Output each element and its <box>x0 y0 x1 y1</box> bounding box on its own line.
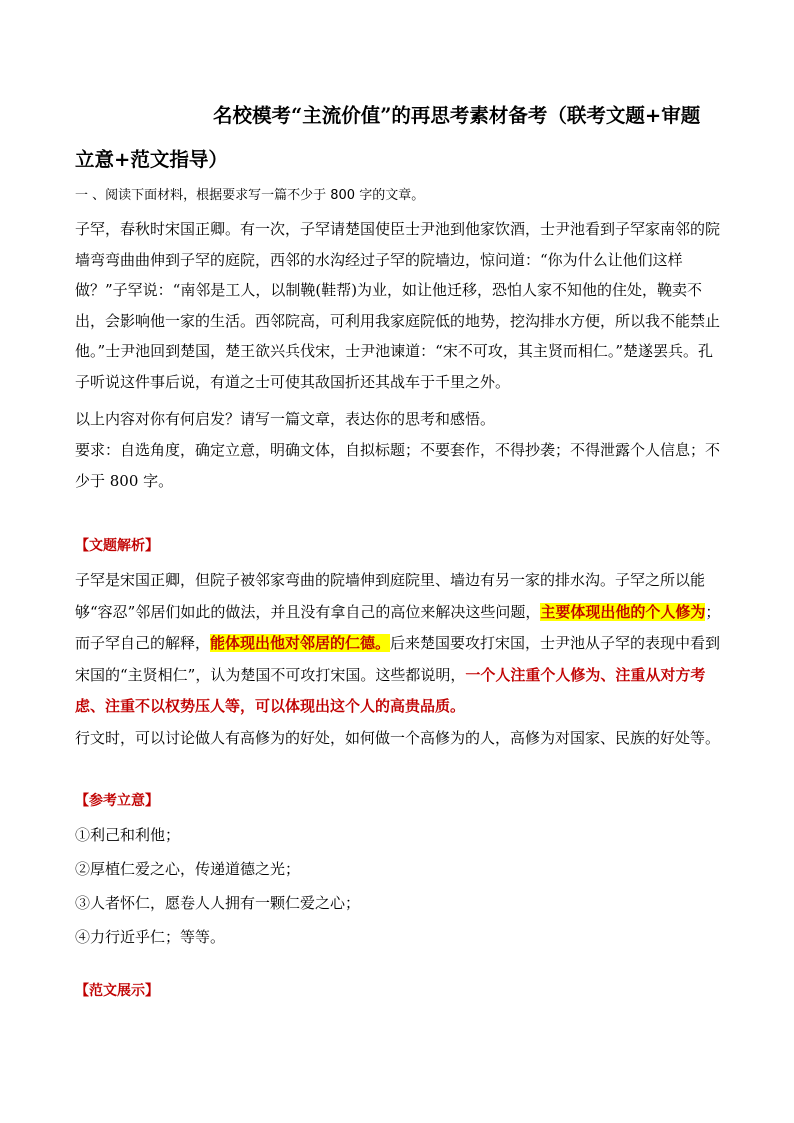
reference-item: ③人者怀仁，愿卷人人拥有一颗仁爱之心； <box>75 894 361 912</box>
analysis-text-3: 后来楚国要攻打宋国，士尹池从子罕的表现中看到宋国的“主贤相仁”，认为楚国不可攻打宋国。这些都说明， <box>75 634 721 684</box>
analysis-key-point: 一个人注重个人修为、注重从对方考虑、注重不以权势压人等，可以体现出这个人的高贵品质。 <box>75 665 706 715</box>
document-title: 名校模考“主流价值”的再思考素材备考（联考文题+审题 <box>213 104 701 127</box>
prompt-paragraph: 以上内容对你有何启发？请写一篇文章，表达你的思考和感悟。 <box>75 410 496 428</box>
analysis-highlight-1: 主要体现出他的个人修为 <box>540 602 706 621</box>
analysis-heading: 【文题解析】 <box>75 538 159 554</box>
analysis-text-2: ；而子罕自己的解释， <box>75 602 721 652</box>
reference-item: ④力行近乎仁；等等。 <box>75 928 226 946</box>
writing-suggestion: 行文时，可以讨论做人有高修为的好处，如何做一个高修为的人，高修为对国家、民族的好处等。 <box>75 729 721 747</box>
sample-heading: 【范文展示】 <box>75 983 159 999</box>
analysis-paragraph <box>75 565 725 723</box>
reference-list <box>75 818 360 954</box>
task-instruction: 一 、阅读下面材料，根据要求写一篇不少于 800 字的文章。 <box>75 188 425 203</box>
document-title-continued: 立意+范文指导） <box>75 148 228 171</box>
material-paragraph: 子罕，春秋时宋国正卿。有一次，子罕请楚国使臣士尹池到他家饮酒，士尹池看到子罕家南邻的院墙弯弯曲曲伸到子罕的庭院，西邻的水沟经过子罕的院墙边，惊问道：“你为什么让他们这样做？”子罕说：“南邻是工人，以制鞔(鞋帮)为业，如让他迁移，恐怕人家不知他的住处，鞔卖不出，会影响他一家的生活。西邻院高，可利用我家庭院低的地势，挖沟排水方便，所以我不能禁止他。”士尹池回到楚国，楚王欲兴兵伐宋，士尹池谏道：“宋不可攻，其主贤而相仁。”楚遂罢兵。孔子听说这件事后说，有道之士可使其敌国折还其战车于千里之外。 <box>75 220 721 391</box>
reference-item: ①利己和利他； <box>75 826 181 844</box>
analysis-highlight-2: 能体现出他对邻居的仁德。 <box>210 634 391 652</box>
reference-heading: 【参考立意】 <box>75 793 159 809</box>
requirement-paragraph: 要求：自选角度，确定立意，明确文体，自拟标题；不要套作，不得抄袭；不得泄露个人信息；不少于 800 字。 <box>75 441 721 490</box>
reference-item: ②厚植仁爱之心，传递道德之光； <box>75 860 301 878</box>
analysis-text-1: 子罕是宋国正卿，但院子被邻家弯曲的院墙伸到庭院里、墙边有另一家的排水沟。子罕之所以能够“容忍”邻居们如此的做法，并且没有拿自己的高位来解决这些问题， <box>75 571 706 621</box>
